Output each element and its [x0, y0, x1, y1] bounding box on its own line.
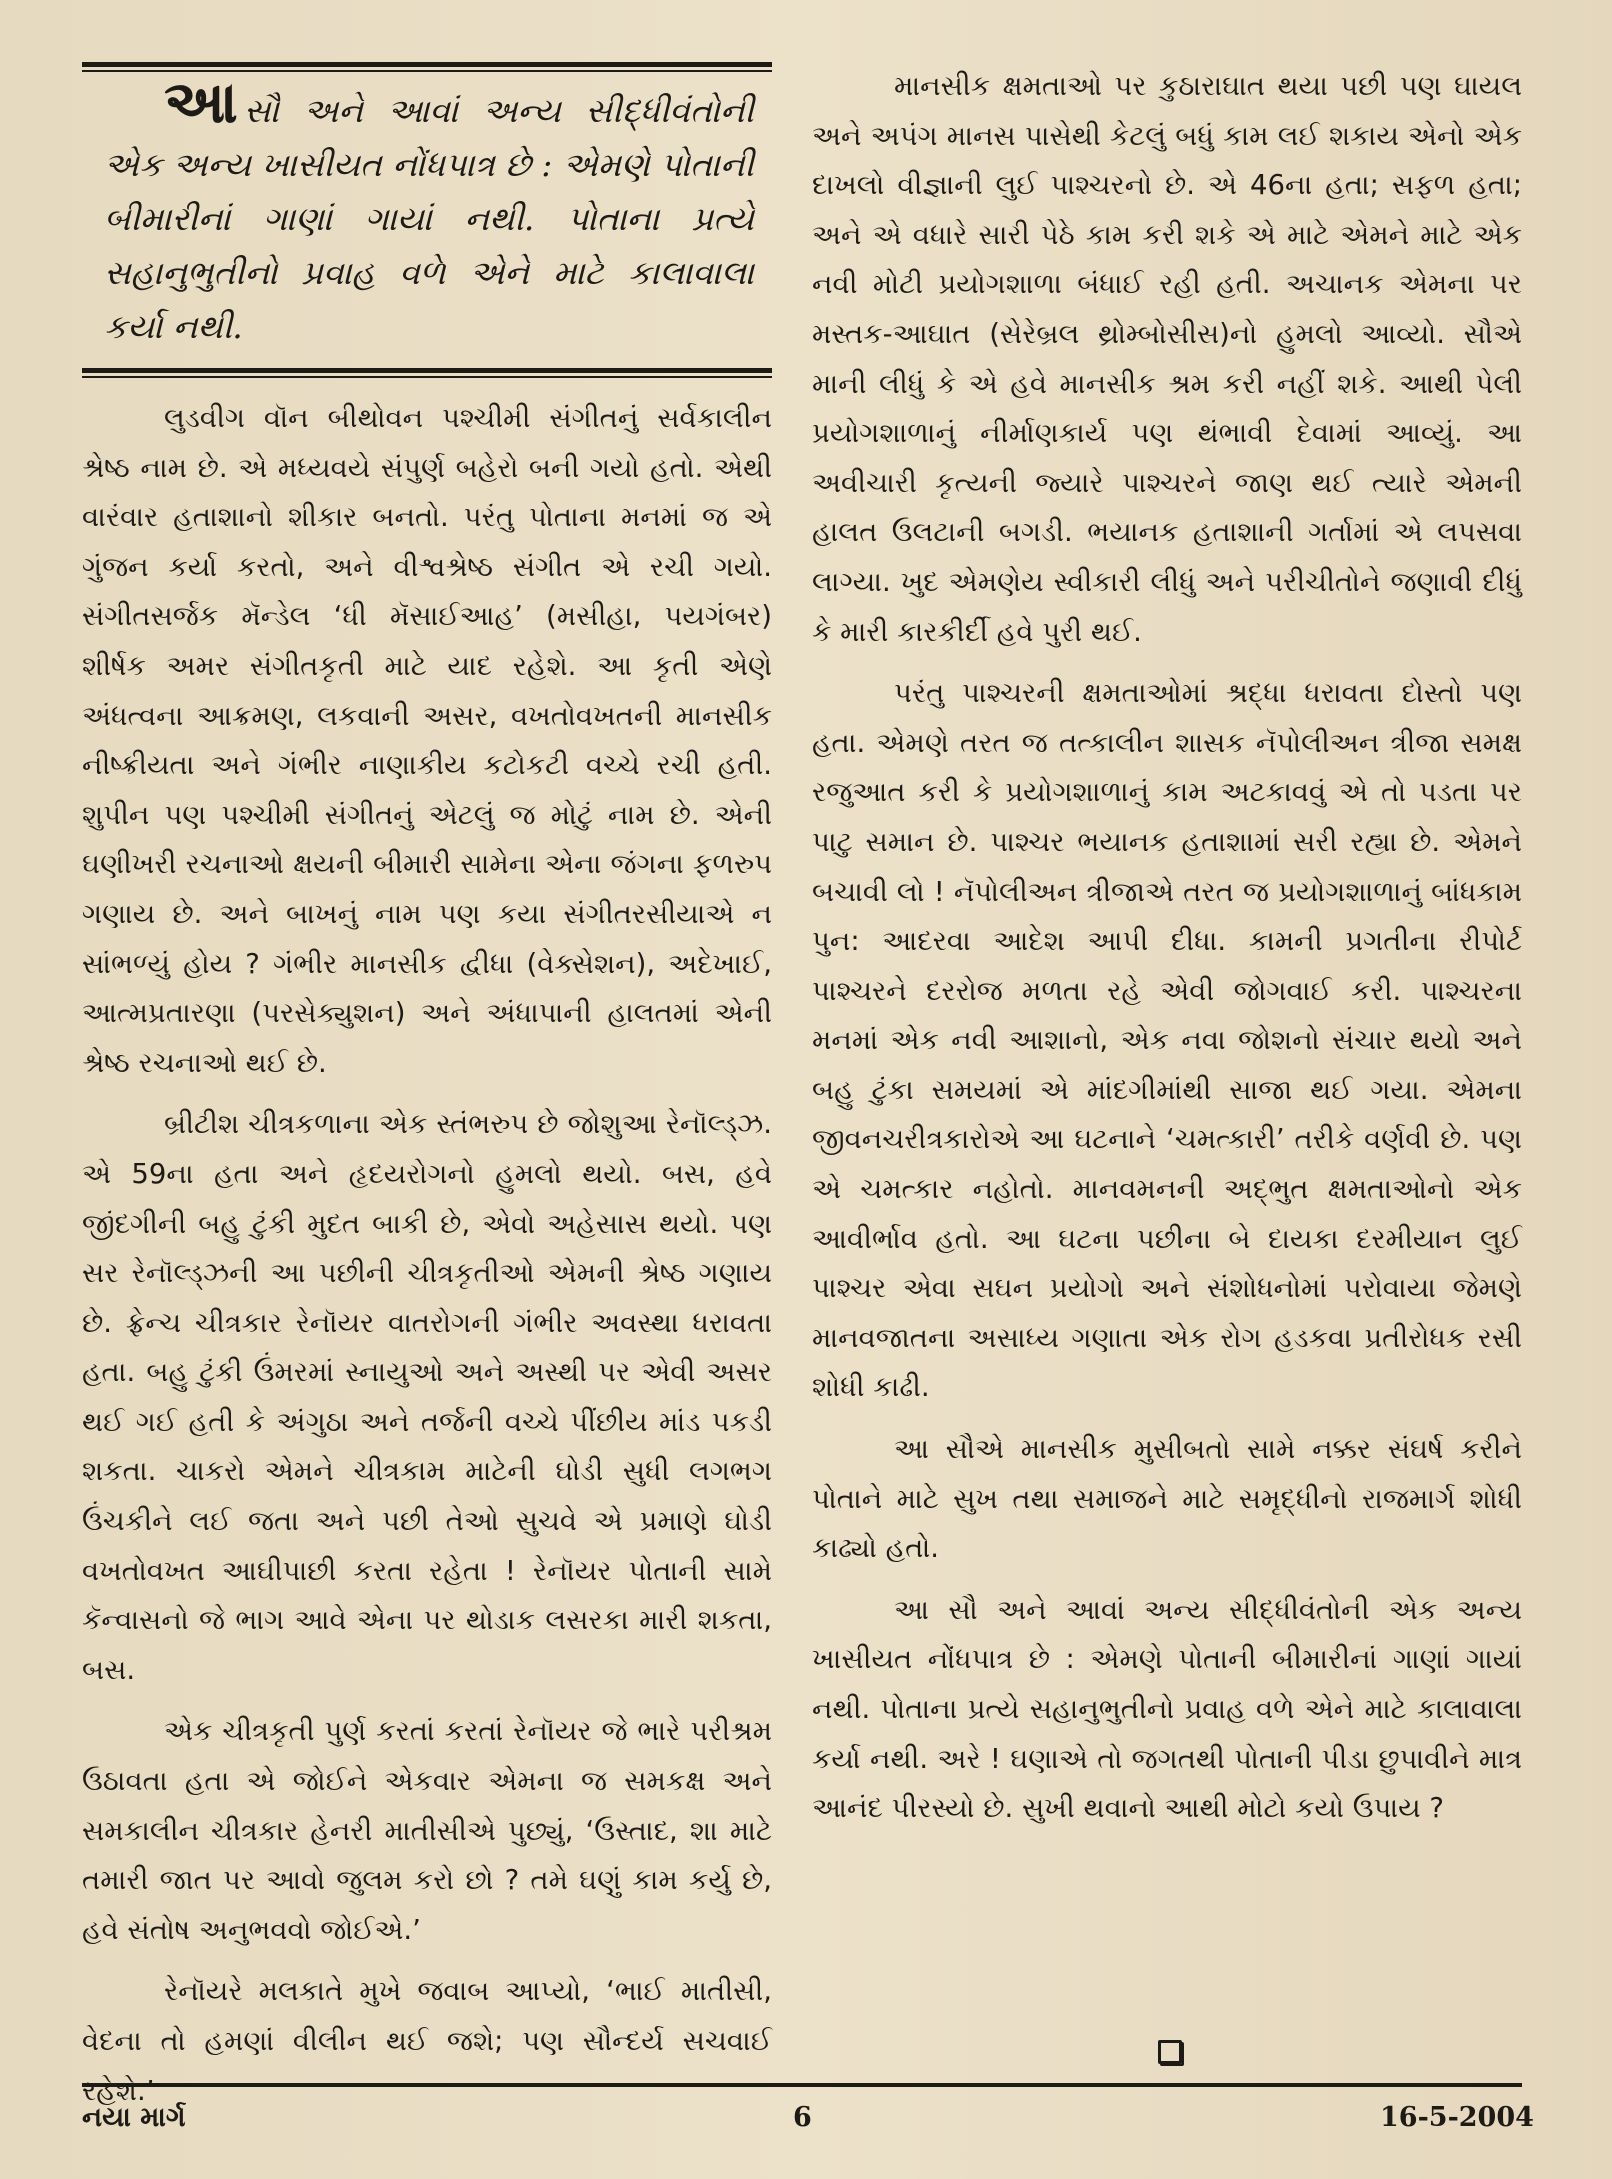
pullquote-dropcap: આ [164, 68, 238, 136]
article-paragraph: લુડવીગ વૉન બીથોવન પશ્ચીમી સંગીતનું સર્વકાલીન શ્રેષ્ઠ નામ છે. એ મધ્યવયે સંપુર્ણ બહેરો બની ગયો હતો. એથી વારંવાર હતાશાનો શીકાર બનતો. પરંતુ પોતાના મનમાં જ એ ગુંજન કર્યા કરતો, અને વીશ્વશ્રેષ્ઠ સંગીત એ રચી ગયો. સંગીતસર્જક મૅન્ડેલ ‘ધી મૅસાઈઆહ’ (મસીહા, પયગંબર) શીર્ષક અમર સંગીતકૃતી માટે યાદ રહેશે. આ કૃતી એણે અંધત્વના આક્રમણ, લકવાની અસર, વખતોવખતની માનસીક નીષ્ક્રીયતા અને ગંભીર નાણાકીય કટોકટી વચ્ચે રચી હતી. શુપીન પણ પશ્ચીમી સંગીતનું એટલું જ મોટું નામ છે. એની ઘણીખરી રચનાઓ ક્ષયની બીમારી સામેના એના જંગના ફળરુપ ગણાય છે. અને બાખનું નામ પણ કયા સંગીતરસીયાએ ન સાંભળ્યું હોય ? ગંભીર માનસીક દ્વીધા (વેક્સેશન), અદેખાઈ, આત્મપ્રતારણા (પરસેક્યુશન) અને અંધાપાની હાલતમાં એની શ્રેષ્ઠ રચનાઓ થઈ છે. [82, 402, 772, 1079]
pullquote-top-rule [82, 62, 772, 67]
article-paragraph: બ્રીટીશ ચીત્રકળાના એક સ્તંભરુપ છે જોશુઆ રેનૉલ્ડ્ઝ. એ 59ના હતા અને હૃદયરોગનો હુમલો થયો. બસ, હવે જીંદગીની બહુ ટુંકી મુદત બાકી છે, એવો અહેસાસ થયો. પણ સર રેનૉલ્ડ્ઝની આ પછીની ચીત્રકૃતીઓ એમની શ્રેષ્ઠ ગણાય છે. ફ્રેન્ચ ચીત્રકાર રેનૉયર વાતરોગની ગંભીર અવસ્થા ધરાવતા હતા. બહુ ટુંકી ઉંમરમાં સ્નાયુઓ અને અસ્થી પર એવી અસર થઈ ગઈ હતી કે અંગુઠા અને તર્જની વચ્ચે પીંછીય માંડ પકડી શકતા. ચાકરો એમને ચીત્રકામ માટેની ઘોડી સુધી લગભગ ઉંચકીને લઈ જતા અને પછી તેઓ સુચવે એ પ્રમાણે ઘોડી વખતોવખત આઘીપાછી કરતા રહેતા ! રેનૉયર પોતાની સામે કૅન્વાસનો જે ભાગ આવે એના પર થોડાક લસરકા મારી શકતા, બસ. [82, 1108, 772, 1686]
pullquote [104, 68, 754, 354]
right-column [812, 62, 1522, 1846]
article-paragraph: પરંતુ પાશ્ચરની ક્ષમતાઓમાં શ્રદ્ધા ધરાવતા દોસ્તો પણ હતા. એમણે તરત જ તત્કાલીન શાસક નૅપોલીઅન ત્રીજા સમક્ષ રજુઆત કરી કે પ્રયોગશાળાનું કામ અટકાવવું એ તો પડતા પર પાટુ સમાન છે. પાશ્ચર ભયાનક હતાશામાં સરી રહ્યા છે. એમને બચાવી લો ! નૅપોલીઅન ત્રીજાએ તરત જ પ્રયોગશાળાનું બાંધકામ પુન: આદરવા આદેશ આપી દીધા. કામની પ્રગતીના રીપોર્ટ પાશ્ચરને દરરોજ મળતા રહે એવી જોગવાઈ કરી. પાશ્ચરના મનમાં એક નવી આશાનો, એક નવા જોશનો સંચાર થયો અને બહુ ટુંકા સમયમાં એ માંદગીમાંથી સાજા થઈ ગયા. એમના જીવનચરીત્રકારોએ આ ઘટનાને ‘ચમત્કારી’ તરીકે વર્ણવી છે. પણ એ ચમત્કાર નહોતો. માનવમનની અદ્‌ભુત ક્ષમતાઓનો એક આવીર્ભાવ હતો. આ ઘટના પછીના બે દાયકા દરમીયાન લુઈ પાશ્ચર એવા સઘન પ્રયોગો અને સંશોધનોમાં પરોવાયા જેમણે માનવજાતના અસાધ્ય ગણાતા એક રોગ હડકવા પ્રતીરોધક રસી શોધી કાઢી. [812, 677, 1522, 1404]
article-end-mark-icon [1158, 2040, 1182, 2064]
article-paragraph: આ સૌએ માનસીક મુસીબતો સામે નક્કર સંઘર્ષ કરીને પોતાને માટે સુખ તથા સમાજને માટે સમૃદ્ધીનો રાજમાર્ગ શોધી કાઢ્યો હતો. [812, 1433, 1522, 1565]
left-column [82, 62, 772, 2128]
page-number: 6 [793, 2102, 812, 2133]
footer-rule [82, 2083, 1522, 2087]
article-paragraph: માનસીક ક્ષમતાઓ પર કુઠારાઘાત થયા પછી પણ ઘાયલ અને અપંગ માનસ પાસેથી કેટલું બધું કામ લઈ શકાય એનો એક દાખલો વીજ્ઞાની લુઈ પાશ્ચરનો છે. એ 46ના હતા; સફળ હતા; અને એ વધારે સારી પેઠે કામ કરી શકે એ માટે એમને માટે એક નવી મોટી પ્રયોગશાળા બંધાઈ રહી હતી. અચાનક એમના પર મસ્તક-આઘાત (સેરેબ્રલ થ્રોમ્બોસીસ)નો હુમલો આવ્યો. સૌએ માની લીધું કે એ હવે માનસીક શ્રમ કરી નહીં શકે. આથી પેલી પ્રયોગશાળાનું નીર્માણકાર્ય પણ થંભાવી દેવામાં આવ્યું. આ અવીચારી કૃત્યની જ્યારે પાશ્ચરને જાણ થઈ ત્યારે એમની હાલત ઉલટાની બગડી. ભયાનક હતાશાની ગર્તામાં એ લપસવા લાગ્યા. ખુદ એમણેય સ્વીકારી લીધું અને પરીચીતોને જણાવી દીધું કે મારી કારકીર્દી હવે પુરી થઈ. [812, 70, 1522, 648]
pullquote-text: સૌ અને આવાં અન્ય સીદ્ધીવંતોની એક અન્ય ખાસીયત નોંધપાત્ર છે : એમણે પોતાની બીમારીનાં ગાણાં ગાયાં નથી. પોતાના પ્રત્યે સહાનુભુતીનો પ્રવાહ વળે એને માટે કાલાવાલા કર્યા નથી. [104, 91, 754, 346]
pullquote-bottom-rule-thin [82, 376, 772, 378]
issue-date: 16-5-2004 [1380, 2102, 1534, 2133]
article-paragraph: એક ચીત્રકૃતી પુર્ણ કરતાં કરતાં રેનૉયર જે ભારે પરીશ્રમ ઉઠાવતા હતા એ જોઈને એકવાર એમના જ સમકક્ષ અને સમકાલીન ચીત્રકાર હેનરી માતીસીએ પુછ્યું, ‘ઉસ્તાદ, શા માટે તમારી જાત પર આવો જુલમ કરો છો ? તમે ઘણું કામ કર્યુ છે, હવે સંતોષ અનુભવવો જોઈએ.’ [82, 1715, 772, 1946]
publication-name: નયા માર્ગ [82, 2102, 186, 2133]
article-paragraph: રેનૉયરે મલકાતે મુખે જવાબ આપ્યો, ‘ભાઈ માતીસી, વેદના તો હમણાં વીલીન થઈ જશે; પણ સૌન્દર્ય સચવાઈ રહેશે.’ [82, 1975, 772, 2107]
article-paragraph: આ સૌ અને આવાં અન્ય સીદ્ધીવંતોની એક અન્ય ખાસીયત નોંધપાત્ર છે : એમણે પોતાની બીમારીનાં ગાણાં ગાયાં નથી. પોતાના પ્રત્યે સહાનુભુતીનો પ્રવાહ વળે એને માટે કાલાવાલા કર્યા નથી. અરે ! ઘણાએ તો જગતથી પોતાની પીડા છુપાવીને માત્ર આનંદ પીરસ્યો છે. સુખી થવાનો આથી મોટો કયો ઉપાય ? [812, 1593, 1522, 1825]
pullquote-bottom-rule [82, 368, 772, 373]
